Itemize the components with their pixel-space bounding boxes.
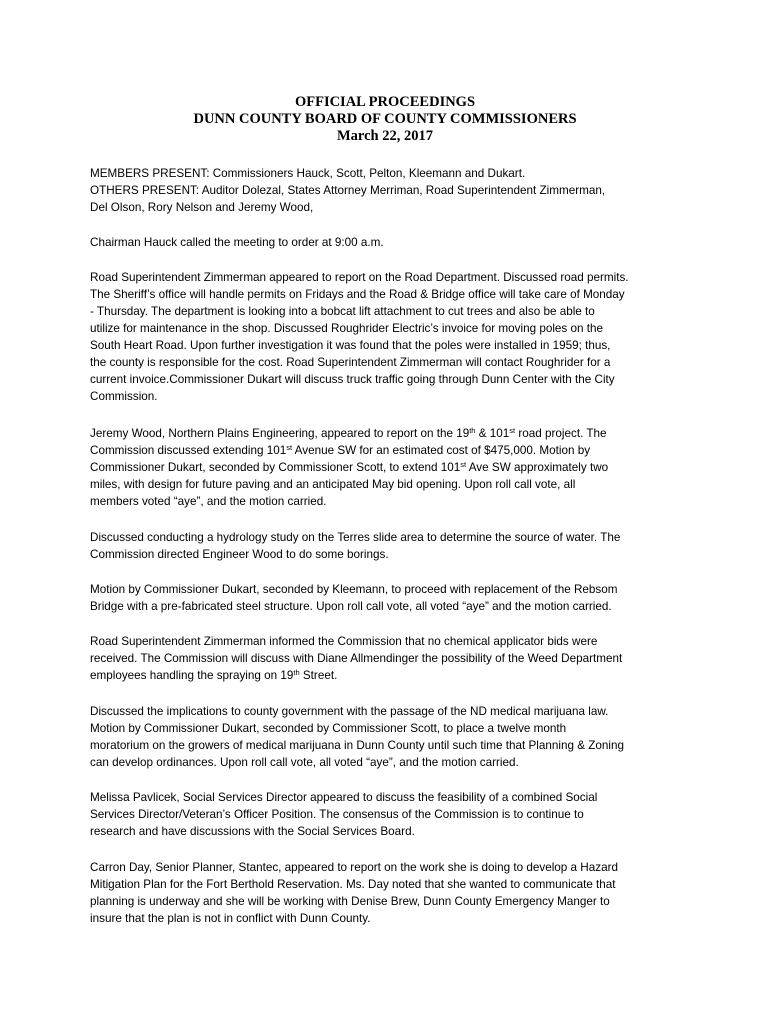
text-segment: - Thursday. The department is looking into a bobcat lift attachment to cut trees and also be able to	[90, 305, 595, 318]
text-line	[90, 754, 686, 771]
text-line	[90, 425, 686, 442]
ordinal-suffix: st	[286, 443, 293, 452]
text-segment: received. The Commission will discuss with Diane Allmendinger the possibility of the Weed Department	[90, 652, 623, 665]
text-segment: MEMBERS PRESENT: Commissioners Hauck, Scott, Pelton, Kleemann and Dukart.	[90, 167, 526, 180]
text-line	[90, 581, 686, 598]
text-line	[90, 476, 686, 493]
text-line	[90, 720, 686, 737]
paragraph-social-services	[90, 789, 686, 840]
text-segment: Melissa Pavlicek, Social Services Director appeared to discuss the feasibility of a combined Social	[90, 791, 598, 804]
text-line	[90, 529, 686, 546]
ordinal-suffix: st	[460, 460, 467, 469]
text-line	[90, 823, 686, 840]
text-line	[90, 371, 686, 388]
paragraph-chemical-applicator	[90, 633, 686, 684]
text-segment: utilize for maintenance in the shop. Discussed Roughrider Electric’s invoice for moving poles on the	[90, 322, 603, 335]
text-segment: Motion by Commissioner Dukart, seconded by Kleemann, to proceed with replacement of the Rebsom	[90, 583, 618, 596]
text-line	[90, 806, 686, 823]
text-line	[90, 493, 686, 510]
paragraph-road-project	[90, 425, 686, 510]
paragraph-rebsom-bridge	[90, 581, 686, 615]
text-line	[90, 165, 686, 182]
document-heading	[0, 94, 770, 145]
text-line	[90, 286, 686, 303]
text-segment: Ave SW approximately two	[466, 461, 609, 474]
text-segment: moratorium on the growers of medical marijuana in Dunn County until such time that Planning & Zoning	[90, 739, 625, 752]
text-line	[90, 737, 686, 754]
text-segment: Mitigation Plan for the Fort Berthold Reservation. Ms. Day noted that she wanted to communicate that	[90, 878, 616, 891]
text-segment: Del Olson, Rory Nelson and Jeremy Wood,	[90, 201, 314, 214]
text-segment: Chairman Hauck called the meeting to order at 9:00 a.m.	[90, 236, 384, 249]
text-segment: insure that the plan is not in conflict with Dunn County.	[90, 912, 371, 925]
text-segment: Road Superintendent Zimmerman informed the Commission that no chemical applicator bids were	[90, 635, 598, 648]
text-line	[90, 199, 686, 216]
text-line	[90, 633, 686, 650]
text-segment: Carron Day, Senior Planner, Stantec, appeared to report on the work she is doing to develop a Hazard	[90, 861, 618, 874]
text-line	[90, 598, 686, 615]
text-segment: Discussed the implications to county government with the passage of the ND medical marijuana law.	[90, 705, 609, 718]
paragraph-attendance	[90, 165, 686, 216]
paragraph-hydrology-study	[90, 529, 686, 563]
text-segment: Motion by Commissioner Dukart, seconded by Commissioner Scott, to place a twelve month	[90, 722, 567, 735]
text-line	[90, 667, 686, 684]
paragraph-medical-marijuana	[90, 703, 686, 771]
text-segment: Discussed conducting a hydrology study on the Terres slide area to determine the source of water. The	[90, 531, 621, 544]
text-line	[90, 789, 686, 806]
text-segment: OTHERS PRESENT: Auditor Dolezal, States Attorney Merriman, Road Superintendent Zimmerman,	[90, 184, 606, 197]
text-segment: Jeremy Wood, Northern Plains Engineering, appeared to report on the 19	[90, 427, 470, 440]
paragraph-call-to-order	[90, 234, 686, 251]
text-segment: road project. The	[515, 427, 607, 440]
text-line	[90, 546, 686, 563]
paragraph-road-department	[90, 269, 686, 405]
text-segment: the county is responsible for the cost. Road Superintendent Zimmerman will contact Roughrider for a	[90, 356, 611, 369]
text-segment: current invoice.Commissioner Dukart will discuss truck traffic going through Dunn Center with the City	[90, 373, 615, 386]
text-segment: members voted “aye”, and the motion carried.	[90, 495, 327, 508]
text-segment: can develop ordinances. Upon roll call vote, all voted “aye”, and the motion carried.	[90, 756, 519, 769]
text-line	[90, 303, 686, 320]
text-segment: Avenue SW for an estimated cost of $475,000. Motion by	[292, 444, 591, 457]
ordinal-suffix: th	[293, 668, 300, 677]
heading-board-name: DUNN COUNTY BOARD OF COUNTY COMMISSIONERS	[193, 111, 577, 127]
text-segment: Commission directed Engineer Wood to do some borings.	[90, 548, 389, 561]
text-segment: employees handling the spraying on 19	[90, 669, 294, 682]
text-line	[90, 442, 686, 459]
text-segment: & 101	[475, 427, 510, 440]
text-segment: Bridge with a pre-fabricated steel structure. Upon roll call vote, all voted “aye” and the motion carried.	[90, 600, 612, 613]
text-line	[90, 337, 686, 354]
text-segment: The Sheriff’s office will handle permits on Fridays and the Road & Bridge office will take care of Monday	[90, 288, 625, 301]
text-segment: miles, with design for future paving and an anticipated May bid opening. Upon roll call vote, all	[90, 478, 576, 491]
text-line	[90, 234, 686, 251]
text-segment: planning is underway and she will be working with Denise Brew, Dunn County Emergency Manger to	[90, 895, 610, 908]
ordinal-suffix: st	[509, 426, 516, 435]
text-line	[90, 182, 686, 199]
paragraph-hazard-mitigation	[90, 859, 686, 927]
text-line	[90, 388, 686, 405]
text-line	[90, 269, 686, 286]
text-line	[90, 876, 686, 893]
text-line	[90, 459, 686, 476]
text-line	[90, 650, 686, 667]
text-segment: Services Director/Veteran’s Officer Position. The consensus of the Commission is to continue to	[90, 808, 584, 821]
text-segment: Road Superintendent Zimmerman appeared to report on the Road Department. Discussed road permits.	[90, 271, 629, 284]
text-segment: Commission discussed extending 101	[90, 444, 287, 457]
text-line	[90, 910, 686, 927]
text-segment: research and have discussions with the Social Services Board.	[90, 825, 415, 838]
text-line	[90, 703, 686, 720]
text-line	[90, 893, 686, 910]
text-line	[90, 859, 686, 876]
text-line	[90, 354, 686, 371]
text-segment: South Heart Road. Upon further investigation it was found that the poles were installed in 1959; thus,	[90, 339, 611, 352]
ordinal-suffix: th	[469, 426, 476, 435]
text-segment: Commissioner Dukart, seconded by Commissioner Scott, to extend 101	[90, 461, 461, 474]
heading-title: OFFICIAL PROCEEDINGS	[294, 94, 476, 110]
text-segment: Commission.	[90, 390, 158, 403]
text-segment: Street.	[299, 669, 338, 682]
text-line	[90, 320, 686, 337]
heading-date: March 22, 2017	[337, 128, 433, 144]
